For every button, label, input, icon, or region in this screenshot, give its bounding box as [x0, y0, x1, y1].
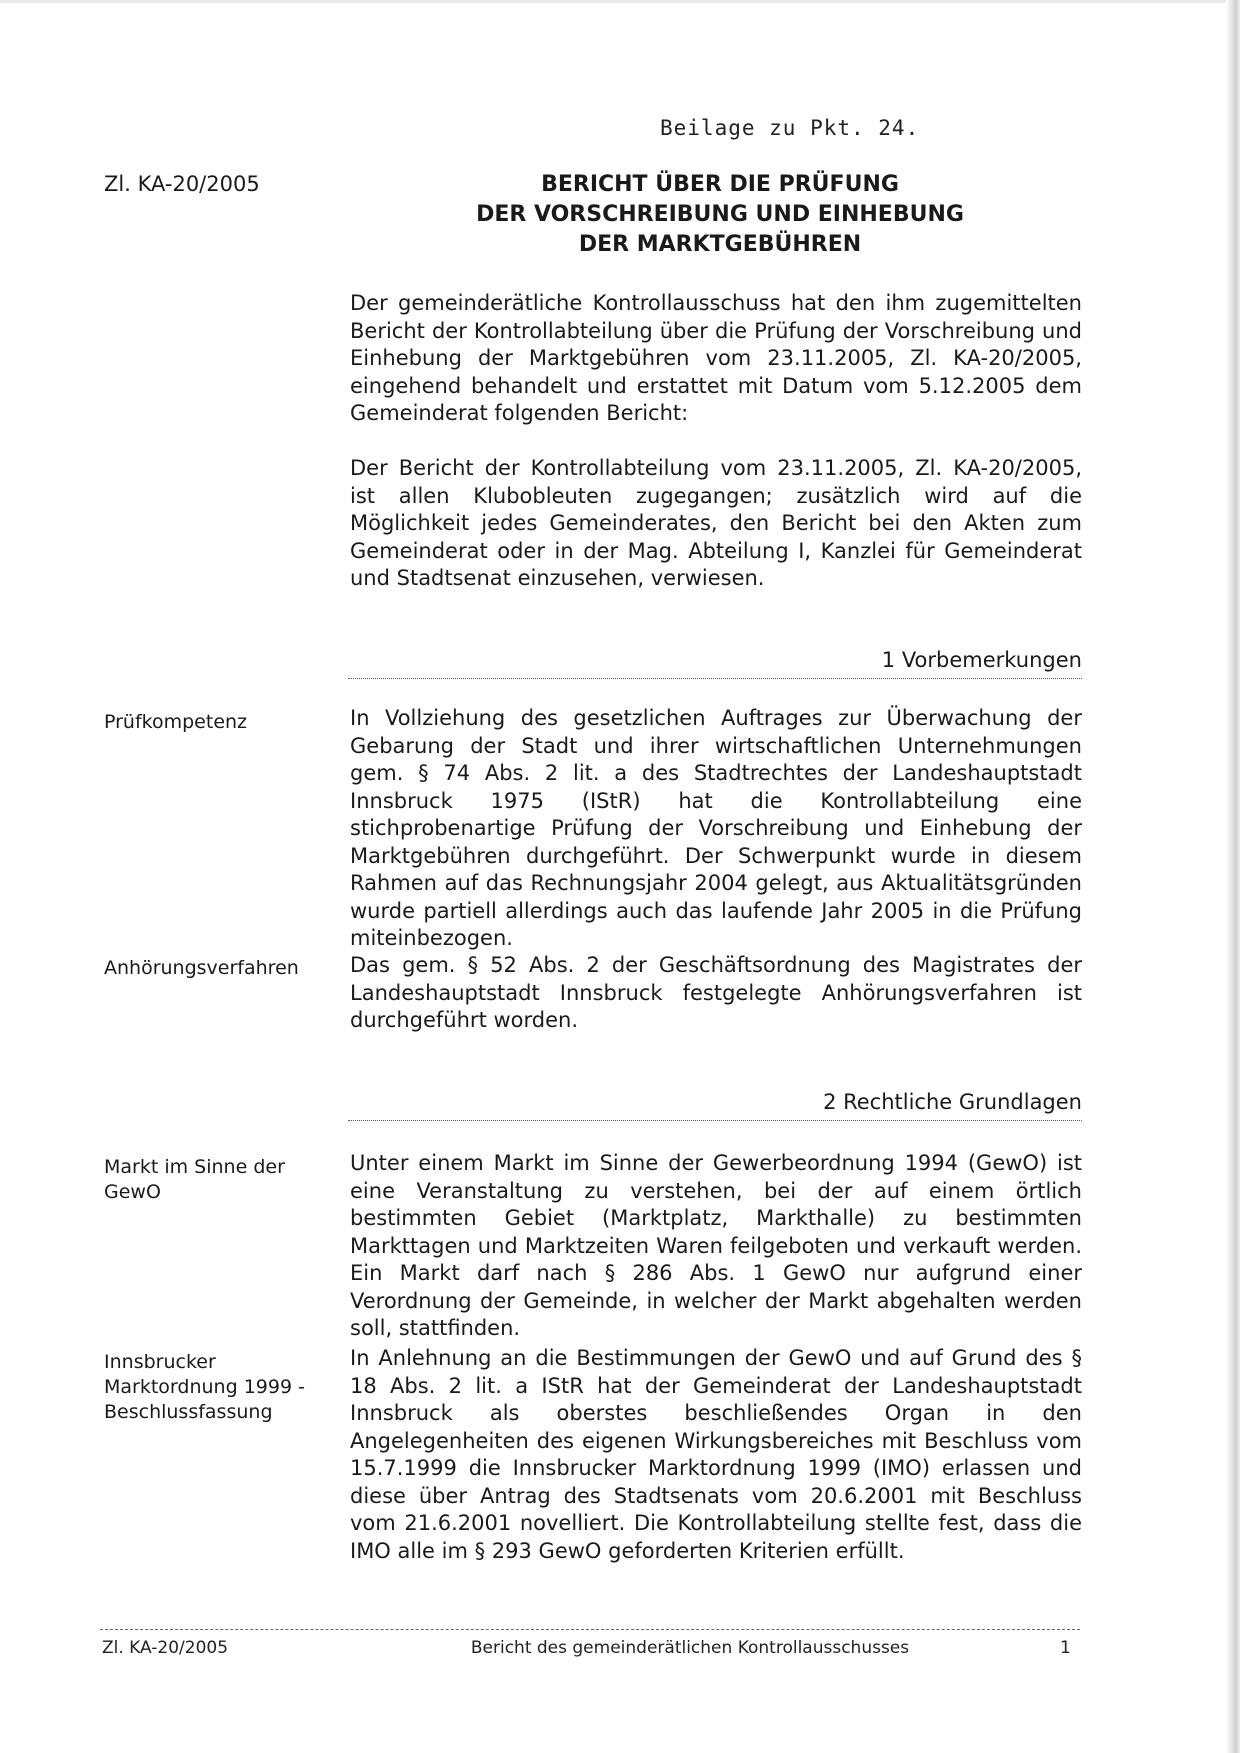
footer-rule: [100, 1629, 1080, 1630]
attachment-note: Beilage zu Pkt. 24.: [660, 116, 920, 140]
paragraph-anhoerungsverfahren: Das gem. § 52 Abs. 2 der Geschäftsordnung des Magistrates der Landeshauptstadt Innsbruck festgelegte Anhörungsverfahren ist durchgeführt worden.: [350, 953, 1082, 1032]
scan-right-edge: [1226, 0, 1240, 1753]
document-title: [350, 170, 1090, 260]
margin-note-pruefkompetenz: Prüfkompetenz: [104, 711, 248, 733]
margin-note-markt-gewo: Markt im Sinne der GewO: [104, 1156, 285, 1203]
title-line-1: BERICHT ÜBER DIE PRÜFUNG: [541, 172, 899, 197]
intro-paragraph-2: Der Bericht der Kontrollabteilung vom 23.11.2005, Zl. KA-20/2005, ist allen Klubobleuten zugegangen; zusätzlich wird auf die Möglichkeit jedes Gemeinderates, den Bericht bei den Akten zum Gemeinderat oder in der Mag. Abteilung I, Kanzlei für Gemeinderat und Stadtsenat einzusehen, verwiesen.: [350, 456, 1082, 590]
section-heading-vorbemerkungen: 1 Vorbemerkungen: [348, 648, 1082, 679]
paragraph-pruefkompetenz: In Vollziehung des gesetzlichen Auftrages zur Überwachung der Gebarung der Stadt und ihrer wirtschaftlichen Unternehmungen gem. § 74 Abs. 2 lit. a des Stadtrechtes der Landeshauptstadt Innsbruck 1975 (IStR) hat die Kontrollabteilung eine stichprobenartige Prüfung der Vorschreibung und Einhebung der Marktgebühren durchgeführt. Der Schwerpunkt wurde in diesem Rahmen auf das Rechnungsjahr 2004 gelegt, aus Aktualitätsgründen wurde partiell allerdings auch das laufende Jahr 2005 in die Prüfung miteinbezogen.: [350, 706, 1082, 950]
intro-paragraph-1: Der gemeinderätliche Kontrollausschuss hat den ihm zugemittelten Bericht der Kontrollabteilung über die Prüfung der Vorschreibung und Einhebung der Marktgebühren vom 23.11.2005, Zl. KA-20/2005, eingehend behandelt und erstattet mit Datum vom 5.12.2005 dem Gemeinderat folgenden Bericht:: [350, 291, 1082, 425]
file-number: Zl. KA-20/2005: [104, 172, 260, 196]
footer-file-number: Zl. KA-20/2005: [102, 1638, 229, 1658]
margin-note-marktordnung: Innsbrucker Marktordnung 1999 - Beschlussfassung: [104, 1351, 305, 1423]
paragraph-markt-gewo: Unter einem Markt im Sinne der Gewerbeordnung 1994 (GewO) ist eine Veranstaltung zu verstehen, bei der auf einem örtlich bestimmten Gebiet (Marktplatz, Markthalle) zu bestimmten Markttagen und Marktzeiten Waren feilgeboten und verkauft werden. Ein Markt darf nach § 286 Abs. 1 GewO nur aufgrund einer Verordnung der Gemeinde, in welcher der Markt abgehalten werden soll, stattfinden.: [350, 1151, 1082, 1340]
title-line-2: DER VORSCHREIBUNG UND EINHEBUNG: [476, 202, 964, 227]
section-heading-rechtliche-grundlagen: 2 Rechtliche Grundlagen: [348, 1090, 1082, 1121]
footer-title: Bericht des gemeinderätlichen Kontrollausschusses: [470, 1638, 910, 1658]
scan-top-edge: [0, 0, 1240, 3]
title-line-3: DER MARKTGEBÜHREN: [578, 232, 862, 257]
page-number: 1: [1060, 1638, 1071, 1658]
margin-note-anhoerungsverfahren: Anhörungsverfahren: [104, 957, 299, 979]
paragraph-marktordnung: In Anlehnung an die Bestimmungen der GewO und auf Grund des § 18 Abs. 2 lit. a IStR hat der Gemeinderat der Landeshauptstadt Innsbruck als oberstes beschließendes Organ in den Angelegenheiten des eigenen Wirkungsbereiches mit Beschluss vom 15.7.1999 die Innsbrucker Marktordnung 1999 (IMO) erlassen und diese über Antrag des Stadtsenats vom 20.6.2001 mit Beschluss vom 21.6.2001 novelliert. Die Kontrollabteilung stellte fest, dass die IMO alle im § 293 GewO geforderten Kriterien erfüllt.: [350, 1346, 1082, 1563]
